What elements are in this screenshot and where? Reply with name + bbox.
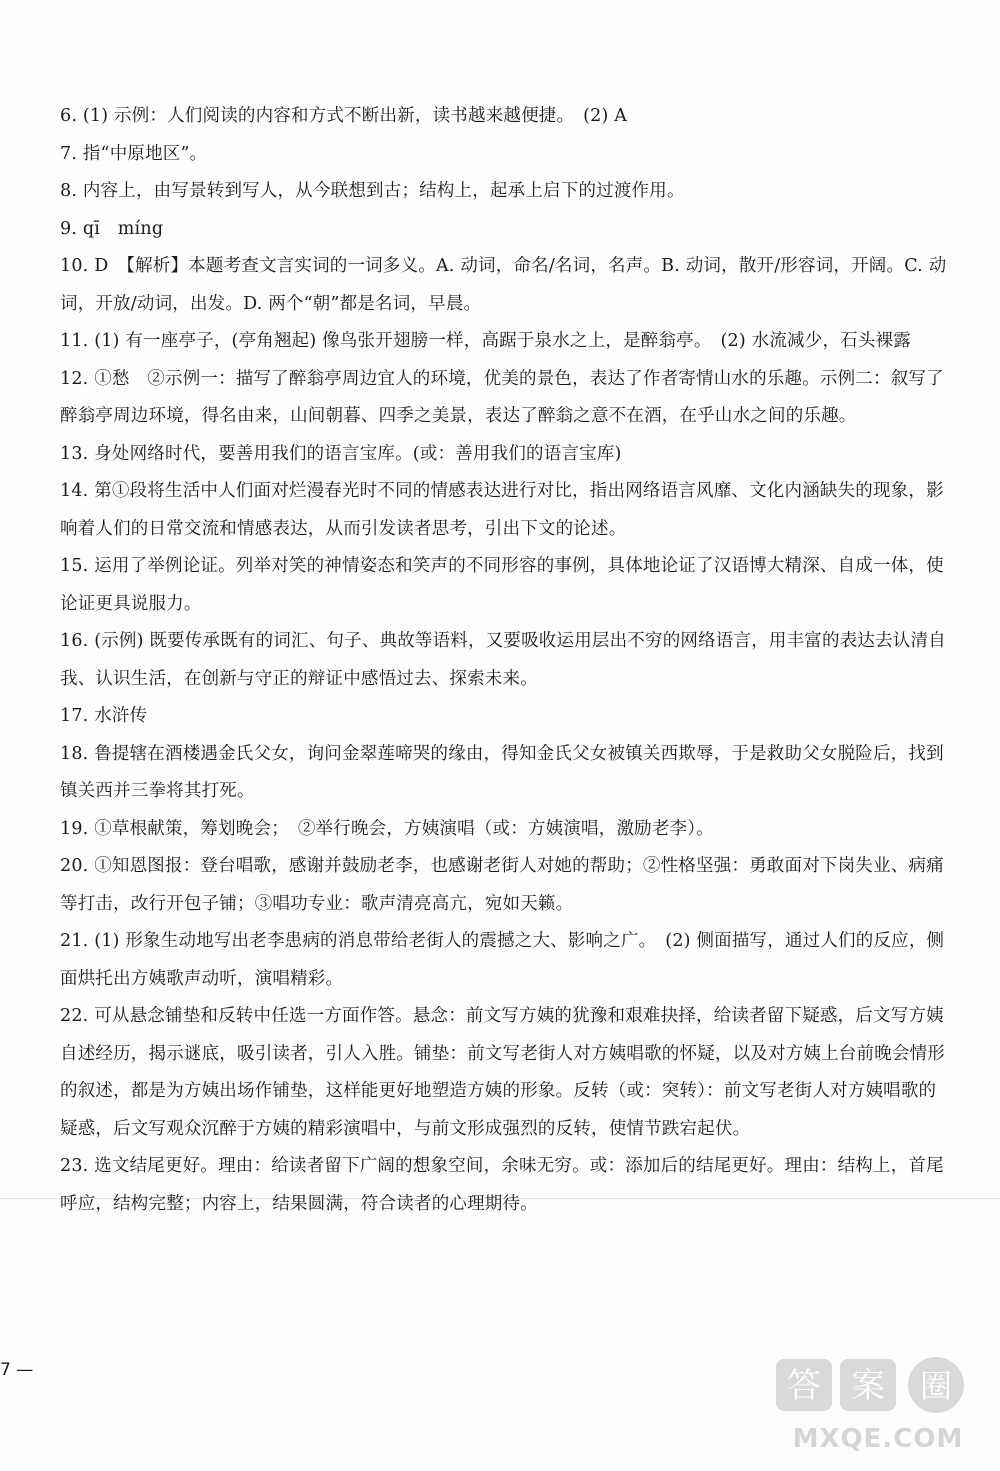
answer-item: 9. qī míng [60,218,164,239]
svg-text:圈: 圈 [919,1367,953,1405]
answer-item: 6. (1) 示例：人们阅读的内容和方式不断出新，读书越来越便捷。 (2) A [60,106,628,126]
answer-item: 11. (1) 有一座亭子，(亭角翘起) 像鸟张开翅膀一样，高踞于泉水之上，是醉翁亭。 (2) 水流减少，石头裸露 [60,331,911,351]
svg-text:案: 案 [851,1366,885,1406]
watermark-logo [768,1351,988,1461]
answer-item: 8. 内容上，由写景转到写人，从今联想到古；结构上，起承上启下的过渡作用。 [60,181,685,201]
answer-item: 20. ①知恩图报：登台唱歌，感谢并鼓励老李，也感谢老街人对她的帮助；②性格坚强：勇敢面对下岗失业、病痛等打击，改行开包子铺；③唱功专业：歌声清亮高亢，宛如天籁。 [60,856,944,914]
answer-item: 19. ①草根献策，筹划晚会； ②举行晚会，方姨演唱（或：方姨演唱，激励老李）。 [60,818,714,839]
answer-item: 15. 运用了举例论证。列举对笑的神情姿态和笑声的不同形容的事例，具体地论证了汉语博大精深、自成一体，使论证更具说服力。 [60,556,944,614]
answer-list [60,98,950,1223]
watermark-logo-icon [768,1351,988,1461]
svg-text:答: 答 [787,1366,821,1406]
svg-text:MXQE.COM: MXQE.COM [792,1424,964,1454]
answer-item: 18. 鲁提辖在酒楼遇金氏父女，询问金翠莲啼哭的缘由，得知金氏父女被镇关西欺辱，于是救助父女脱险后，找到镇关西并三拳将其打死。 [60,743,944,801]
answer-item: 17. 水浒传 [60,706,148,726]
answer-item: 13. 身处网络时代，要善用我们的语言宝库。(或：善用我们的语言宝库) [60,443,622,464]
answer-item: 22. 可从悬念铺垫和反转中任选一方面作答。悬念：前文写方姨的犹豫和艰难抉择，给读者留下疑惑，后文写方姨自述经历，揭示谜底，吸引读者，引人入胜。铺垫：前文写老街人对方姨唱歌的怀疑，以及对方姨上台前晚会情形的叙述，都是为方姨出场作铺垫，这样能更好地塑造方姨的形象。反转（或：突转）：前文写老街人对方姨唱歌的疑惑，后文写观众沉醉于方姨的精彩演唱中，与前文形成强烈的反转，使情节跌宕起伏。 [60,1006,945,1139]
answer-item: 23. 选文结尾更好。理由：给读者留下广阔的想象空间，余味无穷。或：添加后的结尾更好。理由：结构上，首尾呼应，结构完整；内容上，结果圆满，符合读者的心理期待。 [60,1156,944,1214]
answer-item: 7. 指“中原地区”。 [60,143,208,164]
answer-item: 10. D 【解析】本题考查文言实词的一词多义。A. 动词，命名/名词，名声。B. 动词，散开/形容词，开阔。C. 动词，开放/动词，出发。D. 两个“朝”都是名词，早晨。 [60,256,947,314]
answer-item: 16. (示例) 既要传承既有的词汇、句子、典故等语料，又要吸收运用层出不穷的网络语言，用丰富的表达去认清自我、认识生活，在创新与守正的辩证中感悟过去、探索未来。 [60,631,946,689]
answer-item: 14. 第①段将生活中人们面对烂漫春光时不同的情感表达进行对比，指出网络语言风靡、文化内涵缺失的现象，影响着人们的日常交流和情感表达，从而引发读者思考，引出下文的论述。 [60,481,944,539]
page-number: 7 — [0,1360,34,1380]
answer-item: 12. ①愁 ②示例一：描写了醉翁亭周边宜人的环境，优美的景色，表达了作者寄情山水的乐趣。示例二：叙写了醉翁亭周边环境，得名由来，山间朝暮、四季之美景，表达了醉翁之意不在酒，在乎山水之间的乐趣。 [60,368,944,426]
answer-item: 21. (1) 形象生动地写出老李患病的消息带给老街人的震撼之大、影响之广。 (2) 侧面描写，通过人们的反应，侧面烘托出方姨歌声动听，演唱精彩。 [60,931,945,989]
